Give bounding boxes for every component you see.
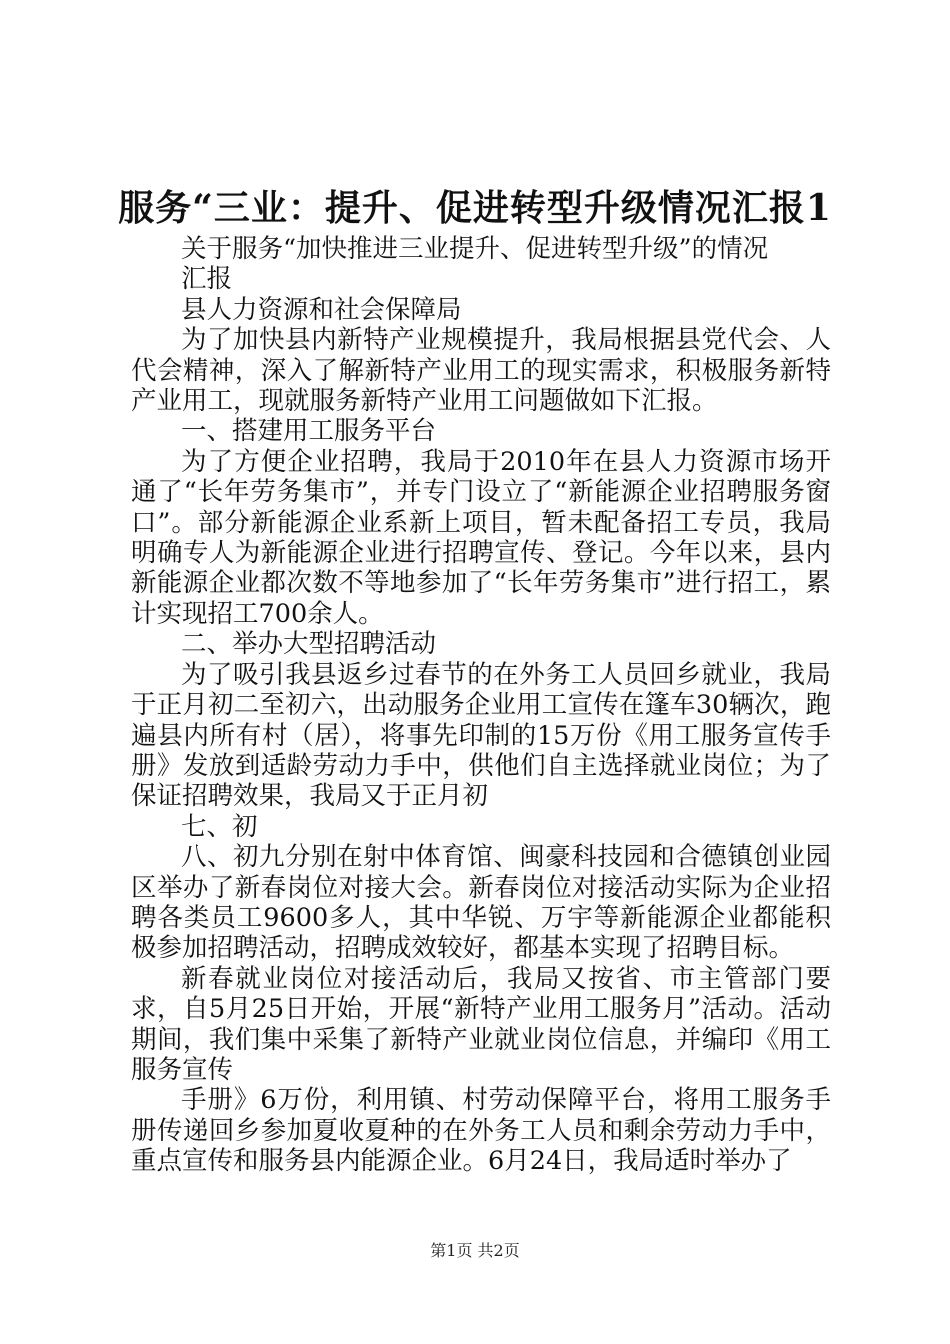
- paragraph-handbook: 手册》6万份，利用镇、村劳动保障平台，将用工服务手册传递回乡参加夏收夏种的在外务工人员和剩余劳动力手中，重点宣传和服务县内能源企业。6月24日，我局适时举办了: [131, 1085, 831, 1177]
- paragraph-recruitment: 为了吸引我县返乡过春节的在外务工人员回乡就业，我局于正月初二至初六，出动服务企业用工宣传在篷车30辆次，跑遍县内所有村（居），将事先印制的15万份《用工服务宣传手册》发放到适龄劳动力手中，供他们自主选择就业岗位；为了保证招聘效果，我局又于正月初: [131, 659, 831, 812]
- subtitle-line-1: 关于服务“加快推进三业提升、促进转型升级”的情况: [181, 234, 769, 264]
- document-title: 服务“三业：提升、促进转型升级情况汇报1: [118, 187, 832, 229]
- paragraph-intro: 为了加快县内新特产业规模提升，我局根据县党代会、人代会精神，深入了解新特产业用工的现实需求，积极服务新特产业用工，现就服务新特产业用工问题做如下汇报。: [131, 325, 831, 417]
- page-footer: 第1页 共2页: [430, 1241, 520, 1260]
- subtitle-line-2: 汇报: [181, 264, 233, 295]
- section-heading-2: 二、举办大型招聘活动: [181, 629, 437, 660]
- paragraph-job-fair: 八、初九分别在射中体育馆、闽豪科技园和合德镇创业园区举办了新春岗位对接大会。新春岗位对接活动实际为企业招聘各类员工9600多人，其中华锐、万宇等新能源企业都能积极参加招聘活动，招聘成效较好，都基本实现了招聘目标。: [131, 842, 831, 964]
- paragraph-platform: 为了方便企业招聘，我局于2010年在县人力资源市场开通了“长年劳务集市”，并专门设立了“新能源企业招聘服务窗口”。部分新能源企业系新上项目，暂未配备招工专员，我局明确专人为新能源企业进行招聘宣传、登记。今年以来，县内新能源企业都次数不等地参加了“长年劳务集市”进行招工，累计实现招工700余人。: [131, 446, 831, 629]
- document-body: [131, 234, 831, 1177]
- section-heading-1: 一、搭建用工服务平台: [181, 416, 437, 447]
- paragraph-fragment: 七、初: [181, 811, 258, 842]
- author-line: 县人力资源和社会保障局: [181, 294, 462, 325]
- paragraph-service-month: 新春就业岗位对接活动后，我局又按省、市主管部门要求，自5月25日开始，开展“新特产业用工服务月”活动。活动期间，我们集中采集了新特产业就业岗位信息，并编印《用工服务宣传: [131, 963, 831, 1085]
